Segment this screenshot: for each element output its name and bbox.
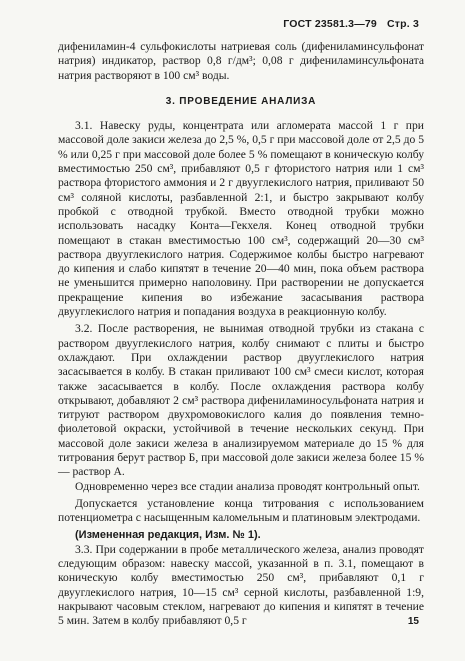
document-body [58,40,424,629]
paragraph-3-2: 3.2. После растворения, не вынимая отводной трубки из стакана с раствором двууглекислого натрия, колбу снимают с плиты и быстро охлаждают. При охлаждении раствор двууглекислого натрия засасывается в колбу. В стакан приливают 100 см³ смеси кислот, которая также засасывается в колбу. После охлаждения раствора колбу открывают, добавляют 2 см³ раствора дифениламиносульфоната натрия и титруют раствором двухромовокислого калия до появления темно-фиолетовой окраски, устойчивой в течение нескольких секунд. При массовой доле закиси железа в анализируемом материале до 15 % для титрования берут раствор Б, при массовой доле закиси железа более 15 % — раствор А. [58,322,424,479]
paragraph-3-1: 3.1. Навеску руды, концентрата или агломерата массой 1 г при массовой доле закиси железа до 2,5 %, 0,5 г при массовой доле от 2,5 до 5 % или 0,25 г при массовой доле более 5 % помещают в коническую колбу вместимостью 250 см³, прибавляют 0,5 г фтористого натрия или 1 см³ раствора фтористого аммония и 2 г двууглекислого натрия, приливают 50 см³ соляной кислоты, разбавленной 2:1, и быстро закрывают колбу пробкой с отводной трубкой. Вместо отводной трубки можно использовать насадку Конта—Гекхеля. Конец отводной трубки помещают в стакан вместимостью 100 см³, содержащий 20—30 см³ раствора двууглекислого натрия. Содержимое колбы быстро нагревают до кипения и слабо кипятят в течение 20—40 мин, пока объем раствора не уменьшится примерно наполовину. При растворении не допускается прекращение кипения во избежание засасывания раствора двууглекислого натрия и попадания воздуха в реакционную колбу. [58,119,424,319]
page-number: 15 [407,616,419,627]
header-page-label: Стр. 3 [386,18,419,30]
paragraph-3-3: 3.3. При содержании в пробе металлического железа, анализ проводят следующим образом: навеску массой, указанной в п. 3.1, помещают в коническую колбу вместимостью 250 см³, прибавляют 0,1 г двууглекислого натрия, 10—15 см³ серной кислоты, разбавленной 1:9, накрывают часовым стеклом, нагревают до кипения и кипятят в течение 5 мин. Затем в колбу прибавляют 0,5 г [58,542,424,628]
intro-paragraph: дифениламин-4 сульфокислоты натриевая соль (дифениламинсульфонат натрия) индикатор, раствор 0,8 г/дм³; 0,08 г дифениламинсульфоната натрия растворяют в 100 см³ воды. [58,40,424,82]
amendment-note: (Измененная редакция, Изм. № 1). [75,528,261,541]
section-title: 3. ПРОВЕДЕНИЕ АНАЛИЗА [165,95,317,107]
page-header [283,18,419,30]
paragraph-potentiometer: Допускается установление конца титрования с использованием потенциометра с насыщенным каломельным и платиновым электродами. [58,496,424,525]
paragraph-control: Одновременно через все стадии анализа проводят контрольный опыт. [75,479,420,493]
standard-code: ГОСТ 23581.3—79 [283,18,377,30]
